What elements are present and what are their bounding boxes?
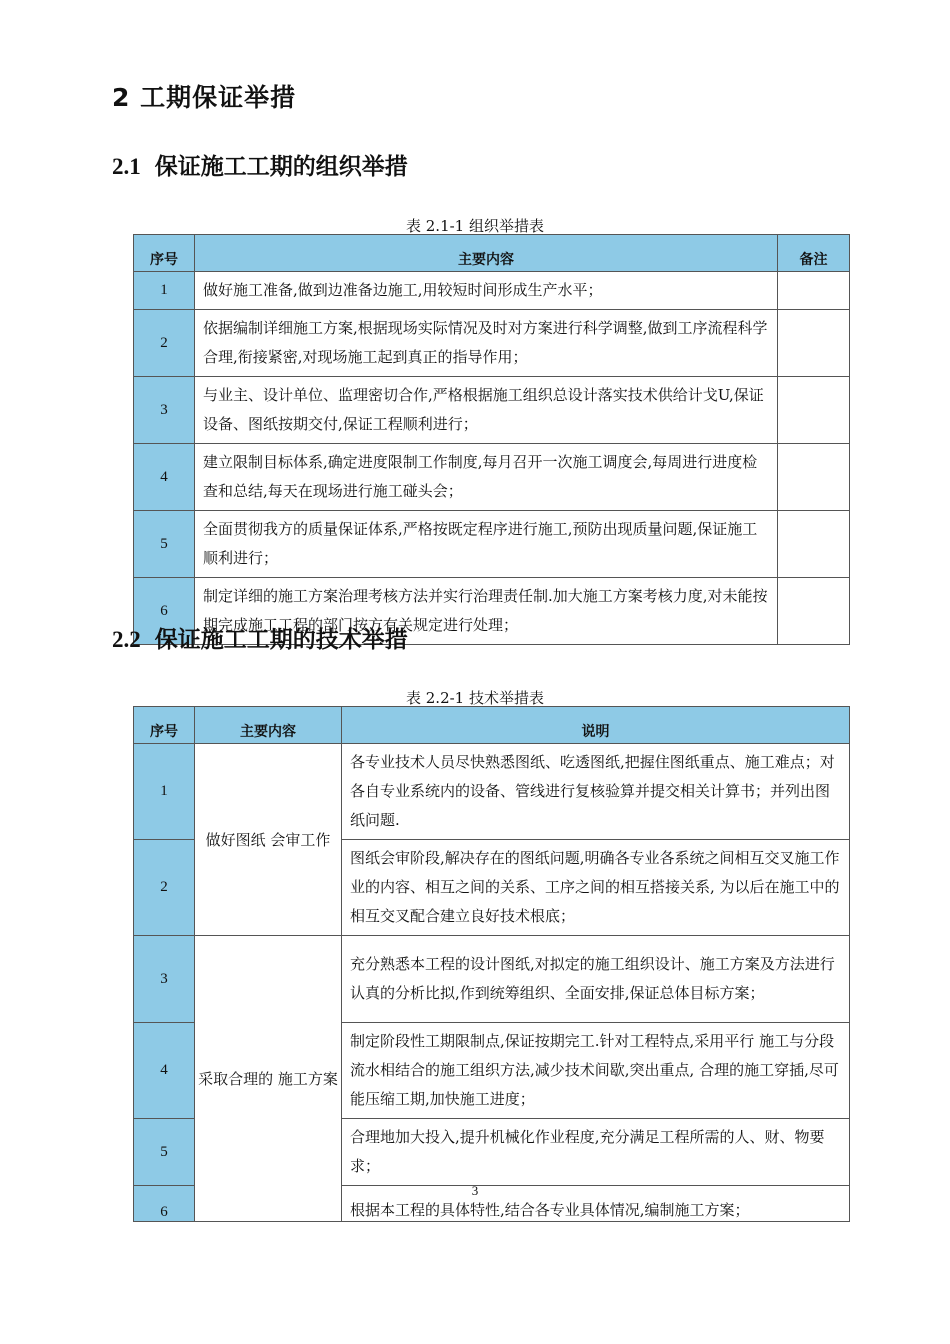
section-number: 2.2 xyxy=(112,627,141,652)
row-description: 根据本工程的具体特性,结合各专业具体情况,编制施工方案； xyxy=(342,1186,850,1222)
row-note xyxy=(778,377,850,444)
header-description: 说明 xyxy=(342,707,850,744)
row-note xyxy=(778,310,850,377)
row-content: 与业主、设计单位、监理密切合作,严格根据施工组织总设计落实技术供给计戈U,保证设备、图纸按期交付,保证工程顺利进行； xyxy=(195,377,778,444)
row-number: 6 xyxy=(134,578,195,645)
row-content: 建立限制目标体系,确定进度限制工作制度,每月召开一次施工调度会,每周进行进度检查和总结,每天在现场进行施工碰头会； xyxy=(195,444,778,511)
row-number: 3 xyxy=(134,936,195,1023)
row-note xyxy=(778,444,850,511)
section-number: 2.1 xyxy=(112,154,141,179)
section-title: 保证施工工期的组织举措 xyxy=(154,154,408,180)
row-number: 4 xyxy=(134,1023,195,1119)
row-number: 5 xyxy=(134,511,195,578)
table-header-row xyxy=(134,235,850,272)
row-number: 1 xyxy=(134,744,195,840)
table-row xyxy=(134,511,850,578)
heading-1: 2 工期保证举措 xyxy=(112,83,297,112)
header-content: 主要内容 xyxy=(195,235,778,272)
technical-measures-table xyxy=(133,706,850,1222)
row-content: 依据编制详细施工方案,根据现场实际情况及时对方案进行科学调整,做到工序流程科学合理,衔接紧密,对现场施工起到真正的指导作用； xyxy=(195,310,778,377)
table-row xyxy=(134,377,850,444)
table-2-caption: 表 2.2-1 技术举措表 xyxy=(405,689,544,707)
table-row xyxy=(134,444,850,511)
row-number: 4 xyxy=(134,444,195,511)
section-title: 保证施工工期的技术举措 xyxy=(154,627,408,653)
row-description: 合理地加大投入,提升机械化作业程度,充分满足工程所需的人、财、物要求； xyxy=(342,1119,850,1186)
row-content: 制定详细的施工方案治理考核方法并实行治理责任制.加大施工方案考核力度,对未能按期完成施工工程的部门按方有关规定进行处理； xyxy=(195,578,778,645)
header-content: 主要内容 xyxy=(195,707,342,744)
table-header-row xyxy=(134,707,850,744)
row-content: 做好施工准备,做到边准备边施工,用较短时间形成生产水平； xyxy=(195,272,778,310)
row-number: 1 xyxy=(134,272,195,310)
group-content: 做好图纸 会审工作 xyxy=(195,744,342,936)
table-row xyxy=(134,744,850,840)
header-no: 序号 xyxy=(134,235,195,272)
row-description: 各专业技术人员尽快熟悉图纸、吃透图纸,把握住图纸重点、施工难点；对各自专业系统内的设备、管线进行复核验算并提交相关计算书；并列出图纸问题. xyxy=(342,744,850,840)
organization-measures-table xyxy=(133,234,850,645)
row-description: 图纸会审阶段,解决存在的图纸问题,明确各专业各系统之间相互交叉施工作业的内容、相互之间的关系、工序之间的相互搭接关系, 为以后在施工中的相互交叉配合建立良好技术根底； xyxy=(342,840,850,936)
row-number: 6 xyxy=(134,1186,195,1222)
table-1-caption: 表 2.1-1 组织举措表 xyxy=(405,217,544,235)
group-content: 采取合理的 施工方案 xyxy=(195,936,342,1222)
row-note xyxy=(778,578,850,645)
row-number: 2 xyxy=(134,840,195,936)
row-description: 充分熟悉本工程的设计图纸,对拟定的施工组织设计、施工方案及方法进行认真的分析比拟,作到统筹组织、全面安排,保证总体目标方案； xyxy=(342,936,850,1023)
section-heading-2-1 xyxy=(112,148,408,181)
page-number: 3 xyxy=(471,1183,479,1198)
row-note xyxy=(778,272,850,310)
row-description: 制定阶段性工期限制点,保证按期完工.针对工程特点,采用平行 施工与分段流水相结合的施工组织方法,减少技术间歇,突出重点, 合理的施工穿插,尽可能压缩工期,加快施工进度； xyxy=(342,1023,850,1119)
table-row xyxy=(134,310,850,377)
row-number: 2 xyxy=(134,310,195,377)
row-number: 5 xyxy=(134,1119,195,1186)
table-row xyxy=(134,272,850,310)
row-content: 全面贯彻我方的质量保证体系,严格按既定程序进行施工,预防出现质量问题,保证施工顺利进行； xyxy=(195,511,778,578)
header-note: 备注 xyxy=(778,235,850,272)
header-no: 序号 xyxy=(134,707,195,744)
row-number: 3 xyxy=(134,377,195,444)
row-note xyxy=(778,511,850,578)
table-row xyxy=(134,936,850,1023)
section-heading-2-2 xyxy=(112,621,408,654)
